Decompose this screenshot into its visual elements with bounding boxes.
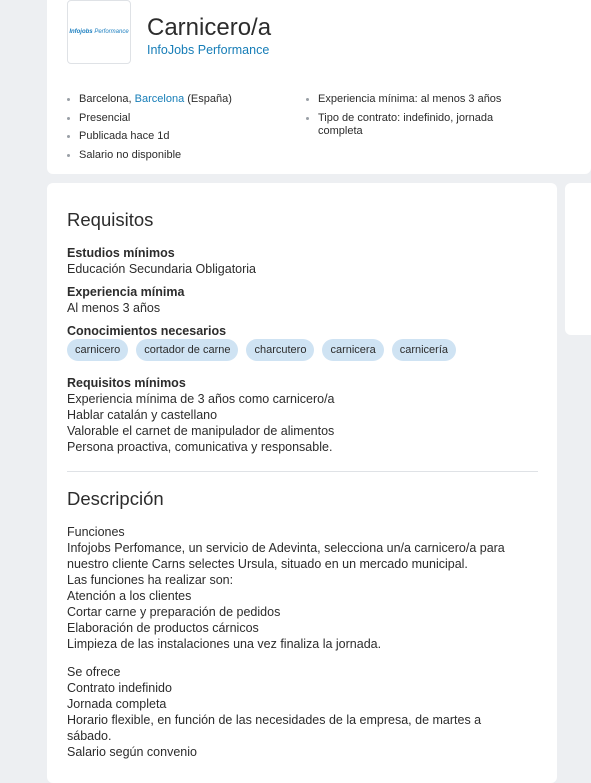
experience-item: Experiencia mínima: al menos 3 años [306,93,526,107]
min-requirements-label: Requisitos mínimos [67,376,186,390]
company-logo-text: Infojobs Performance [69,29,129,35]
description-functions [67,524,537,652]
text-line: Contrato indefinido [67,681,172,695]
text-line: Atención a los clientes [67,589,192,603]
skills-tags [67,339,456,361]
min-requirements-text [67,391,537,455]
contract-item: Tipo de contrato: indefinido, jornada completa [306,112,526,139]
skill-tag[interactable]: carnicero [67,339,128,361]
location-item: Barcelona, Barcelona (España) [67,93,287,107]
text-line: Infojobs Perfomance, un servicio de Adevinta, selecciona un/a carnicero/a para [67,541,505,555]
skill-tag[interactable]: charcutero [246,339,314,361]
description-title: Descripción [67,488,164,509]
skill-tag[interactable]: carnicera [322,339,383,361]
skill-tag[interactable]: carnicería [392,339,456,361]
text-line: Horario flexible, en función de las necesidades de la empresa, de martes a [67,713,482,727]
experience-label: Experiencia mínima [67,285,185,299]
text-line: Se ofrece [67,665,121,679]
skills-label: Conocimientos necesarios [67,324,227,338]
text-line: nuestro cliente Carns selectes Ursula, situado en un mercado municipal. [67,557,468,571]
text-line: Persona proactiva, comunicativa y responsable. [67,440,333,454]
studies-label: Estudios mínimos [67,246,175,260]
skill-tag[interactable]: cortador de carne [136,339,238,361]
description-offer [67,664,537,760]
company-link[interactable]: InfoJobs Performance [147,43,270,57]
text-line: Elaboración de productos cárnicos [67,621,259,635]
text-line: Funciones [67,525,125,539]
text-line: Cortar carne y preparación de pedidos [67,605,281,619]
location-link[interactable]: Barcelona [134,93,185,105]
job-title: Carnicero/a [147,14,272,41]
published-item: Publicada hace 1d [67,130,287,144]
sidebar-card [565,183,591,335]
text-line: Experiencia mínima de 3 años como carnicero/a [67,392,335,406]
text-line: Hablar catalán y castellano [67,408,218,422]
requirements-title: Requisitos [67,209,154,230]
work-mode-item: Presencial [67,112,287,126]
text-line: Valorable el carnet de manipulador de alimentos [67,424,335,438]
section-divider [67,471,538,472]
experience-value: Al menos 3 años [67,301,161,315]
text-line: Salario según convenio [67,745,197,759]
text-line: Limpieza de las instalaciones una vez finaliza la jornada. [67,637,382,651]
text-line: Jornada completa [67,697,167,711]
job-details-right [306,93,526,144]
text-line: sábado. [67,729,112,743]
text-line: Las funciones ha realizar son: [67,573,234,587]
company-logo[interactable] [67,0,131,64]
salary-item: Salario no disponible [67,149,287,163]
studies-value: Educación Secundaria Obligatoria [67,262,257,276]
job-details-left [67,93,287,168]
